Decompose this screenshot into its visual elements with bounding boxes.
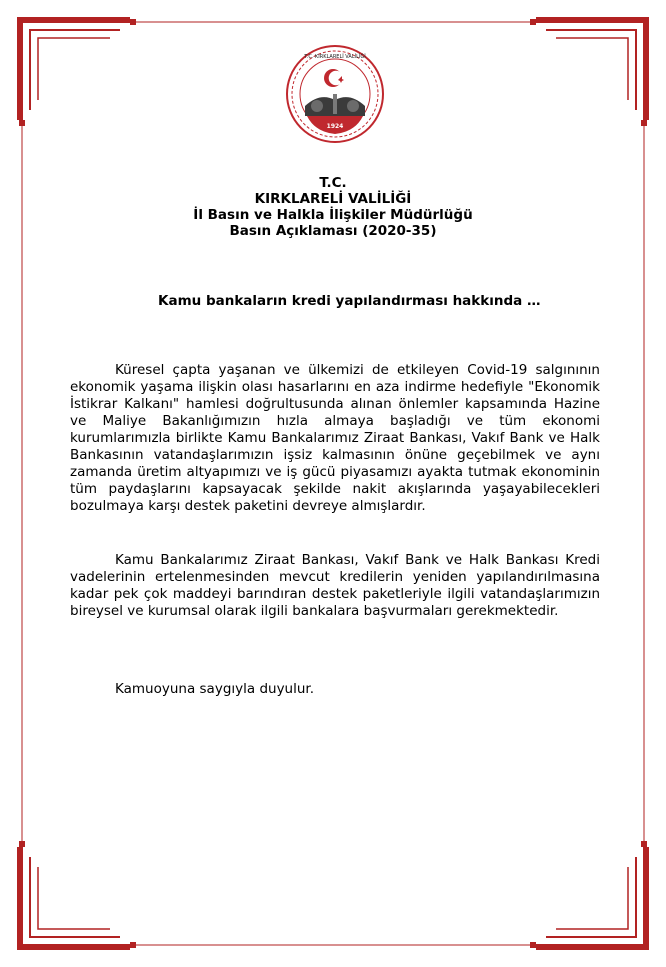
header-release-number: Basın Açıklaması (2020-35)	[229, 223, 437, 239]
svg-text:T.C. KIRKLARELİ VALİLİĞİ: T.C. KIRKLARELİ VALİLİĞİ	[304, 54, 366, 60]
body-paragraph-2: Kamu Bankalarımız Ziraat Bankası, Vakıf Bank ve Halk Bankası Kredi vadelerinin ertelenmesinden mevcut kredilerin yeniden yapılandırılmasına kadar pek çok maddeyi barındıran destek paketleriyle ilgili vatandaşlarımızın bireysel ve kurumsal olarak ilgili bankalara başvurmaları gerekmektedir.	[70, 552, 600, 619]
body-paragraph-1: Küresel çapta yaşanan ve ülkemizi de etkileyen Covid-19 salgınının ekonomik yaşama ilişkin olası hasarlarını en aza indirme hedefiyle "Ekonomik İstikrar Kalkanı" hamlesi doğrultusunda alınan önlemler kapsamında Hazine ve Maliye Bakanlığımızın hızla almaya başladığı ve tüm ekonomi kurumlarımızla birlikte Kamu Bankalarımız Ziraat Bankası, Vakıf Bank ve Halk Bankasının vatandaşlarımızın işsiz kalmasının önüne geçebilmek ve aynı zamanda üretim altyapımızı ve iş gücü piyasamızı ayakta tutmak ekonominin tüm paydaşlarını kapsayacak şekilde nakit akışlarında yaşayabilecekleri bozulmaya karşı destek paketini devreye almışlardır.	[70, 362, 600, 514]
header-tc: T.C.	[319, 175, 347, 191]
kirklareli-valiligi-seal-icon	[285, 44, 385, 144]
closing-line: Kamuoyuna saygıyla duyulur.	[115, 681, 315, 697]
header-institution: KIRKLARELİ VALİLİĞİ	[254, 191, 412, 207]
document-header	[0, 175, 666, 239]
subject-line: Kamu bankaların kredi yapılandırması hakkında …	[158, 293, 541, 309]
header-department: İl Basın ve Halkla İlişkiler Müdürlüğü	[193, 207, 473, 223]
svg-text:1924: 1924	[326, 123, 344, 130]
